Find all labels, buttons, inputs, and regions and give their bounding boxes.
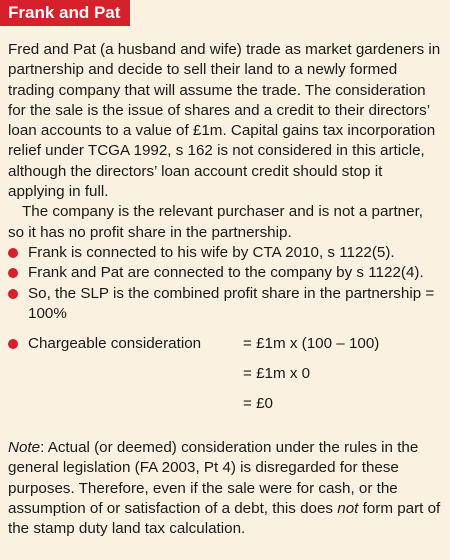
- note-emphasis: not: [337, 500, 359, 518]
- list-item: [8, 284, 442, 325]
- purchaser-paragraph: The company is the relevant purchaser and is not a partner, so it has no profit share in the partnership.: [8, 203, 424, 241]
- list-item: [8, 263, 442, 283]
- list-item-text: Frank is connected to his wife by CTA 2010, s 1122(5).: [28, 243, 395, 261]
- intro-paragraph: Fred and Pat (a husband and wife) trade as market gardeners in partnership and decide to sell their land to a newly formed trading company that will assume the trade. The consideration for the sale is the issue of shares and a credit to their directors’ loan accounts to a value of £1m. Capital gains tax incorporation relief under TCGA 1992, s 162 is not considered in this article, although the directors’ loan account credit should stop it applying in full.: [8, 41, 441, 201]
- bullet-dot-icon: [8, 248, 18, 258]
- list-item: [8, 243, 442, 263]
- note-paragraph: [8, 438, 442, 539]
- calc-line: = £0: [243, 395, 273, 413]
- bullet-dot-icon: [8, 339, 18, 349]
- box-title: Frank and Pat: [0, 0, 130, 26]
- bullet-dot-icon: [8, 289, 18, 299]
- calc-line: = £1m x (100 – 100): [243, 335, 380, 353]
- calc-line: = £1m x 0: [243, 365, 311, 383]
- box-body: [8, 40, 442, 540]
- bullet-dot-icon: [8, 268, 18, 278]
- calc-label: Chargeable consideration: [28, 335, 202, 353]
- note-lead: Note: [8, 439, 41, 457]
- list-item-text: Frank and Pat are connected to the company by s 1122(4).: [28, 264, 424, 282]
- consideration-calculation: [8, 334, 442, 428]
- connection-list: [8, 243, 442, 324]
- list-item-text: So, the SLP is the combined profit share in the partnership = 100%: [28, 284, 435, 322]
- note-text-end: form part of the stamp duty land tax calculation.: [8, 500, 441, 538]
- note-text: : Actual (or deemed) consideration under the rules in the general legislation (FA 2003, Pt 4) is disregarded for these purposes. Therefore, even if the sale were for cash, or the assumption of or satisfaction of a debt, this does: [8, 439, 419, 518]
